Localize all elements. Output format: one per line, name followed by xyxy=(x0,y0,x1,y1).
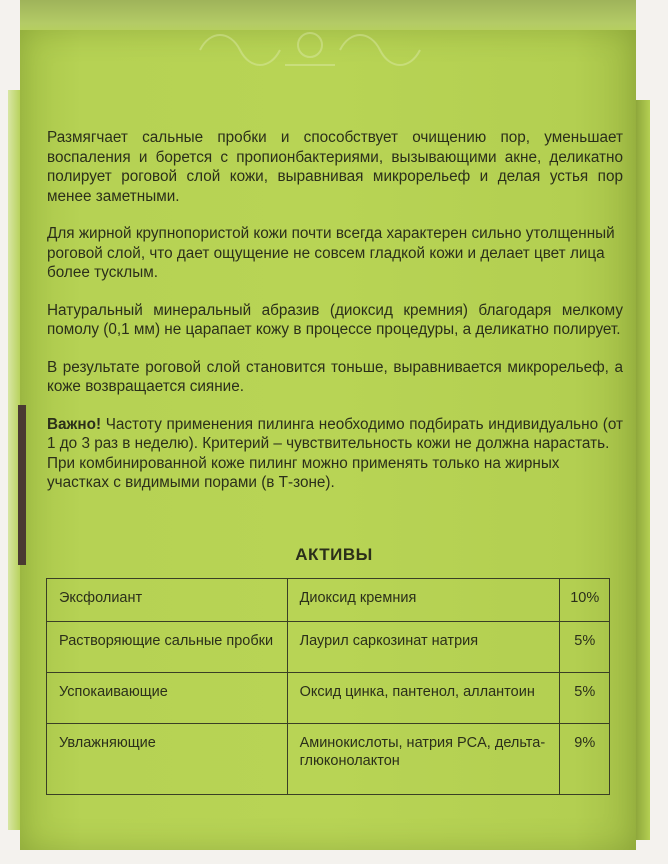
active-category: Эксфолиант xyxy=(47,579,288,622)
active-category: Успокаивающие xyxy=(47,673,288,724)
active-ingredient: Диоксид кремния xyxy=(287,579,560,622)
table-row xyxy=(47,579,610,622)
active-ingredient: Оксид цинка, пантенол, аллантоин xyxy=(287,673,560,724)
box-right-edge xyxy=(636,100,650,840)
important-text: Частоту применения пилинга необходимо подбирать индивидуально (от 1 до 3 раз в неделю). Критерий – чувствительность кожи не должна нарастать. xyxy=(47,415,623,452)
brand-emblem-icon xyxy=(170,20,450,80)
table-row xyxy=(47,724,610,795)
actives-title: АКТИВЫ xyxy=(295,545,373,564)
important-label: Важно! xyxy=(47,415,102,433)
paragraph-4: В результате роговой слой становится тоньше, выравнивается микрорельеф, а коже возвращается сияние. xyxy=(47,358,623,395)
active-category: Растворяющие сальные пробки xyxy=(47,622,288,673)
important-paragraph xyxy=(47,415,623,454)
table-row xyxy=(47,673,610,724)
active-percent: 5% xyxy=(560,622,610,673)
table-row xyxy=(47,622,610,673)
paragraph-3: Натуральный минеральный абразив (диоксид кремния) благодаря мелкому помолу (0,1 мм) не царапает кожу в процессе процедуры, а деликатно полирует. xyxy=(47,301,623,338)
active-ingredient: Аминокислоты, натрия PCA, дельта-глюконолактон xyxy=(287,724,560,795)
active-category: Увлажняющие xyxy=(47,724,288,795)
actives-table xyxy=(46,578,610,795)
active-percent: 9% xyxy=(560,724,610,795)
active-percent: 5% xyxy=(560,673,610,724)
background-strip xyxy=(18,405,26,565)
active-ingredient: Лаурил саркозинат натрия xyxy=(287,622,560,673)
paragraph-2: Для жирной крупнопористой кожи почти всегда характерен сильно утолщенный роговой слой, что дает ощущение не совсем гладкой кожи и делает цвет лица более тусклым. xyxy=(47,225,615,281)
description-text xyxy=(47,128,623,511)
paragraph-1: Размягчает сальные пробки и способствует очищению пор, уменьшает воспаления и борется с пропионбактериями, вызывающими акне, деликатно полирует роговой слой кожи, выравнивая микрорельеф и делая устья пор менее заметными. xyxy=(47,129,623,205)
important-note: При комбинированной коже пилинг можно применять только на жирных участках с видимыми порами (в Т-зоне). xyxy=(47,454,560,491)
active-percent: 10% xyxy=(560,579,610,622)
